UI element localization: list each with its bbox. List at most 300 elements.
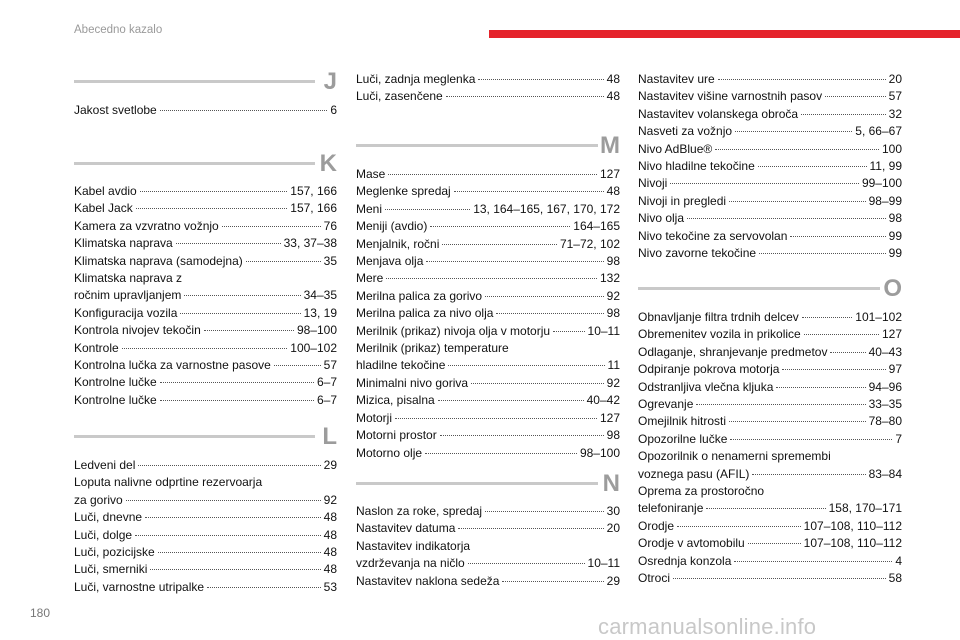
index-entry[interactable] <box>74 392 337 409</box>
index-entry[interactable] <box>356 573 620 590</box>
index-entry-term: Nastavitev datuma <box>356 521 456 536</box>
index-entry-page-ref[interactable]: 34–35 <box>303 288 337 303</box>
index-entry-term: Motorno olje <box>356 445 423 460</box>
index-entry-term: Meglenke spredaj <box>356 184 451 199</box>
index-entry[interactable] <box>638 326 902 343</box>
index-entry-page-ref[interactable]: 40–42 <box>586 393 620 408</box>
dot-leader <box>388 174 597 175</box>
index-entry-term: Luči, pozicijske <box>74 545 155 560</box>
index-entry-term: Oprema za prostoročno <box>638 484 765 499</box>
index-entry-page-ref[interactable]: 29 <box>606 573 620 588</box>
dot-leader <box>158 552 321 553</box>
dot-leader <box>776 387 865 388</box>
index-entry[interactable] <box>356 392 620 409</box>
index-entry-page-ref[interactable]: 97 <box>888 362 902 377</box>
index-entry[interactable] <box>74 287 337 304</box>
index-entry-page-ref[interactable]: 20 <box>888 72 902 86</box>
index-entry-page-ref[interactable]: 4 <box>895 553 902 568</box>
index-entry[interactable] <box>74 561 337 578</box>
index-entry-page-ref[interactable]: 13, 164–165, 167, 170, 172 <box>473 201 620 216</box>
index-entry-term: Kabel Jack <box>74 201 133 216</box>
index-entry[interactable] <box>74 183 337 200</box>
index-entry-page-ref[interactable]: 157, 166 <box>290 184 337 198</box>
index-entry-term: vzdrževanja na ničlo <box>356 556 465 571</box>
index-entry-term: Luči, varnostne utripalke <box>74 579 205 594</box>
index-entry-page-ref[interactable]: 6–7 <box>316 375 337 390</box>
dot-leader <box>485 511 604 512</box>
index-entry-page-ref[interactable]: 98–100 <box>296 323 337 338</box>
dot-leader <box>718 79 886 80</box>
index-entry-page-ref[interactable]: 98 <box>606 254 620 269</box>
index-entry-page-ref[interactable]: 20 <box>606 521 620 536</box>
dot-leader <box>696 404 865 405</box>
index-entry[interactable] <box>74 544 337 561</box>
index-entry[interactable] <box>638 245 902 262</box>
index-entry-term: Kontrolne lučke <box>74 375 157 390</box>
dot-leader <box>274 365 321 366</box>
index-entry-term: voznega pasu (AFIL) <box>638 466 750 481</box>
index-entry[interactable] <box>74 218 337 235</box>
index-entry-page-ref[interactable]: 48 <box>606 72 620 86</box>
section-divider <box>74 435 315 438</box>
dot-leader <box>468 563 585 564</box>
index-entry[interactable] <box>356 555 620 572</box>
index-entry[interactable] <box>356 427 620 444</box>
index-entry[interactable] <box>356 375 620 392</box>
dot-leader <box>830 352 865 353</box>
index-entry-page-ref[interactable]: 40–43 <box>868 344 902 359</box>
dot-leader <box>485 296 604 297</box>
dot-leader <box>180 313 300 314</box>
index-entry-term: Kabel avdio <box>74 184 137 198</box>
index-entry-page-ref[interactable]: 164–165 <box>573 219 620 234</box>
dot-leader <box>677 526 801 527</box>
index-entry-page-ref[interactable]: 48 <box>606 89 620 104</box>
index-entry[interactable] <box>638 518 902 535</box>
dot-leader <box>734 561 892 562</box>
dot-leader <box>204 330 294 331</box>
dot-leader <box>790 236 885 237</box>
watermark: carmanualsonline.info <box>598 614 817 639</box>
index-entry-list <box>356 71 620 106</box>
index-entry[interactable] <box>356 183 620 200</box>
index-entry[interactable] <box>638 396 902 413</box>
dot-leader <box>802 317 853 318</box>
index-entry-page-ref[interactable]: 100–102 <box>290 340 337 355</box>
index-entry-term: Obremenitev vozila in prikolice <box>638 327 801 342</box>
index-entry-term: Kamera za vzvratno vožnjo <box>74 218 219 233</box>
index-entry-term: Nivo hladilne tekočine <box>638 159 755 174</box>
index-entry-term: Luči, dnevne <box>74 510 143 525</box>
dot-leader <box>735 131 852 132</box>
index-entry-term: Opozorilnik o nenamerni spremembi <box>638 449 831 464</box>
dot-leader <box>758 166 867 167</box>
index-entry-term: Merilna palica za gorivo <box>356 288 483 303</box>
index-entry-page-ref[interactable]: 94–96 <box>868 379 902 394</box>
dot-leader <box>207 587 321 588</box>
index-entry-term: Merilnik (prikaz) nivoja olja v motorju <box>356 323 551 338</box>
section-divider <box>356 144 598 147</box>
index-entry-term: Nivoji <box>638 176 668 191</box>
index-entry[interactable] <box>638 361 902 378</box>
index-entry-page-ref[interactable]: 71–72, 102 <box>559 236 620 251</box>
index-entry[interactable] <box>356 218 620 235</box>
index-entry-list <box>638 71 902 262</box>
index-entry[interactable] <box>356 520 620 537</box>
section-divider <box>356 482 598 485</box>
index-entry-page-ref[interactable]: 48 <box>323 562 337 577</box>
index-entry-page-ref[interactable]: 92 <box>606 288 620 303</box>
index-entry-page-ref[interactable]: 132 <box>599 271 620 286</box>
dot-leader <box>160 382 314 383</box>
index-entry-page-ref[interactable]: 33, 37–38 <box>283 236 337 251</box>
dot-leader <box>386 278 597 279</box>
dot-leader <box>160 400 314 401</box>
index-entry[interactable] <box>356 503 620 520</box>
index-entry-page-ref[interactable]: 78–80 <box>868 414 902 429</box>
dot-leader <box>715 149 879 150</box>
dot-leader <box>426 261 603 262</box>
index-entry[interactable] <box>638 448 902 465</box>
index-entry-page-ref[interactable]: 98–100 <box>579 445 620 460</box>
index-entry-term: Obnavljanje filtra trdnih delcev <box>638 310 799 324</box>
index-entry-page-ref[interactable]: 98 <box>606 428 620 443</box>
index-entry-term: telefoniranje <box>638 501 704 516</box>
index-entry[interactable] <box>74 102 337 119</box>
dot-leader <box>801 114 886 115</box>
index-entry-term: Nivo olja <box>638 211 685 226</box>
index-entry-page-ref[interactable]: 100 <box>881 141 902 156</box>
index-entry-term: Klimatska naprava <box>74 236 173 251</box>
index-entry[interactable] <box>638 175 902 192</box>
index-entry-page-ref[interactable]: 57 <box>888 89 902 104</box>
index-entry-term: Kontrole <box>74 340 119 355</box>
index-entry-page-ref[interactable]: 10–11 <box>587 323 620 338</box>
section-letter: N <box>602 470 620 497</box>
dot-leader <box>673 578 886 579</box>
index-entry-term: Menjalnik, ročni <box>356 236 440 251</box>
index-entry-page-ref[interactable]: 99 <box>888 246 902 261</box>
index-entry[interactable] <box>638 379 902 396</box>
index-entry-term: Nivo tekočine za servovolan <box>638 228 788 243</box>
section-divider <box>638 287 880 290</box>
section-divider <box>74 80 315 83</box>
index-entry[interactable] <box>74 200 337 217</box>
dot-leader <box>135 535 321 536</box>
index-entry-term: Orodje <box>638 518 675 533</box>
dot-leader <box>440 435 604 436</box>
dot-leader <box>804 334 879 335</box>
index-entry-term: Loputa nalivne odprtine rezervoarja <box>74 475 263 490</box>
index-entry-page-ref[interactable]: 7 <box>895 431 902 446</box>
index-entry-term: Odlaganje, shranjevanje predmetov <box>638 344 828 359</box>
index-entry-term: Mizica, pisalna <box>356 393 435 408</box>
index-entry-page-ref[interactable]: 127 <box>881 327 902 342</box>
index-entry-term: Nasveti za vožnjo <box>638 124 733 139</box>
dot-leader <box>748 543 801 544</box>
index-entry[interactable] <box>638 193 902 210</box>
index-entry[interactable] <box>74 457 337 474</box>
index-entry[interactable] <box>356 340 620 357</box>
index-entry-term: Opozorilne lučke <box>638 431 728 446</box>
dot-leader <box>478 79 603 80</box>
index-entry-page-ref[interactable]: 98 <box>606 306 620 321</box>
index-entry-term: Kontrolne lučke <box>74 392 157 407</box>
index-entry[interactable] <box>356 71 620 88</box>
index-entry[interactable] <box>356 445 620 462</box>
index-entry[interactable] <box>638 141 902 158</box>
index-entry[interactable] <box>638 158 902 175</box>
index-entry-term: Nivo zavorne tekočine <box>638 246 757 261</box>
dot-leader <box>782 369 885 370</box>
section-letter: M <box>600 132 620 159</box>
dot-leader <box>184 295 300 296</box>
index-entry-term: Osrednja konzola <box>638 553 732 568</box>
dot-leader <box>446 96 604 97</box>
index-entry-term: Motorji <box>356 410 393 425</box>
index-entry[interactable] <box>356 270 620 287</box>
index-entry[interactable] <box>356 538 620 555</box>
index-entry[interactable] <box>74 322 337 339</box>
dot-leader <box>687 218 886 219</box>
dot-leader <box>126 500 321 501</box>
section-letter: O <box>883 275 902 302</box>
index-entry-page-ref[interactable]: 32 <box>888 106 902 121</box>
index-entry-term: Merilnik (prikaz) temperature <box>356 341 509 356</box>
index-entry-page-ref[interactable]: 92 <box>323 492 337 507</box>
index-entry-term: Kontrola nivojev tekočin <box>74 323 201 338</box>
index-entry-term: Odpiranje pokrova motorja <box>638 362 780 377</box>
dot-leader <box>395 418 597 419</box>
dot-leader <box>425 453 577 454</box>
index-entry-term: Nastavitev višine varnostnih pasov <box>638 89 823 104</box>
index-entry[interactable] <box>356 201 620 218</box>
index-entry-term: Meniji (avdio) <box>356 219 428 234</box>
dot-leader <box>729 201 866 202</box>
dot-leader <box>246 261 321 262</box>
index-entry[interactable] <box>74 374 337 391</box>
dot-leader <box>670 183 859 184</box>
dot-leader <box>430 226 570 227</box>
index-entry[interactable] <box>74 357 337 374</box>
header-title: Abecedno kazalo <box>74 24 163 36</box>
index-entry[interactable] <box>74 474 337 491</box>
index-entry[interactable] <box>74 270 337 287</box>
index-entry-page-ref[interactable]: 99–100 <box>861 176 902 191</box>
index-entry-list <box>74 457 337 596</box>
index-entry[interactable] <box>356 305 620 322</box>
index-entry-term: Klimatska naprava z <box>74 271 183 286</box>
dot-leader <box>496 313 603 314</box>
index-entry-term: Menjava olja <box>356 254 424 269</box>
index-entry-term: Minimalni nivo goriva <box>356 375 469 390</box>
header-accent-bar <box>489 30 960 38</box>
index-entry[interactable] <box>638 309 902 326</box>
dot-leader <box>176 243 281 244</box>
dot-leader <box>138 465 320 466</box>
index-entry-list <box>638 309 902 588</box>
index-entry-page-ref[interactable]: 101–102 <box>855 310 902 324</box>
dot-leader <box>825 96 886 97</box>
dot-leader <box>160 110 328 111</box>
index-entry[interactable] <box>638 228 902 245</box>
index-entry[interactable] <box>356 166 620 183</box>
index-entry-term: Konfiguracija vozila <box>74 305 178 320</box>
index-entry[interactable] <box>638 88 902 105</box>
index-entry[interactable] <box>638 210 902 227</box>
index-entry-term: Luči, zadnja meglenka <box>356 72 476 86</box>
index-entry-list <box>74 183 337 409</box>
index-entry-term: Mere <box>356 271 384 286</box>
dot-leader <box>438 400 584 401</box>
index-entry[interactable] <box>638 570 902 587</box>
index-entry-list <box>356 166 620 462</box>
index-entry[interactable] <box>74 509 337 526</box>
index-entry[interactable] <box>356 88 620 105</box>
index-entry-term: Kontrolna lučka za varnostne pasove <box>74 358 271 373</box>
index-entry[interactable] <box>638 71 902 88</box>
index-entry[interactable] <box>356 236 620 253</box>
index-entry-term: Nastavitev ure <box>638 72 715 86</box>
index-entry-page-ref[interactable]: 29 <box>323 458 337 472</box>
index-entry[interactable] <box>356 410 620 427</box>
section-letter: J <box>323 68 337 95</box>
dot-leader <box>145 517 321 518</box>
dot-leader <box>140 191 288 192</box>
index-entry[interactable] <box>356 357 620 374</box>
index-entry-page-ref[interactable]: 10–11 <box>587 556 620 571</box>
index-entry-term: Ogrevanje <box>638 397 694 412</box>
index-entry-page-ref[interactable]: 6 <box>330 103 337 117</box>
index-entry[interactable] <box>74 492 337 509</box>
index-entry-term: Nastavitev indikatorja <box>356 538 471 553</box>
index-entry[interactable] <box>356 288 620 305</box>
index-entry-page-ref[interactable]: 76 <box>323 218 337 233</box>
index-entry-term: Luči, smerniki <box>74 562 148 577</box>
index-entry-page-ref[interactable]: 48 <box>606 184 620 199</box>
index-entry-term: Ledveni del <box>74 458 136 472</box>
index-entry-term: Motorni prostor <box>356 428 437 443</box>
index-entry-term: Naslon za roke, spredaj <box>356 504 483 518</box>
index-entry[interactable] <box>638 535 902 552</box>
index-entry[interactable] <box>638 123 902 140</box>
index-entry-term: Nastavitev naklona sedeža <box>356 573 500 588</box>
index-entry[interactable] <box>356 253 620 270</box>
index-entry[interactable] <box>74 253 337 270</box>
index-entry[interactable] <box>638 344 902 361</box>
index-entry-page-ref[interactable]: 99 <box>888 228 902 243</box>
section-letter: L <box>322 423 337 450</box>
index-entry-page-ref[interactable]: 33–35 <box>868 397 902 412</box>
index-entry-term: za gorivo <box>74 492 123 507</box>
dot-leader <box>471 383 604 384</box>
dot-leader <box>730 439 892 440</box>
index-entry-list <box>356 503 620 590</box>
index-entry-page-ref[interactable]: 98 <box>888 211 902 226</box>
index-entry-term: Nivo AdBlue® <box>638 141 713 156</box>
dot-leader <box>222 226 321 227</box>
index-entry-page-ref[interactable]: 35 <box>323 253 337 268</box>
index-entry-page-ref[interactable]: 107–108, 110–112 <box>803 518 902 533</box>
index-entry-page-ref[interactable]: 57 <box>323 358 337 373</box>
index-entry-list <box>74 102 337 119</box>
index-entry-term: Mase <box>356 167 386 181</box>
section-divider <box>74 162 315 165</box>
index-entry-page-ref[interactable]: 98–99 <box>868 193 902 208</box>
index-entry-page-ref[interactable]: 11 <box>607 358 620 373</box>
index-entry[interactable] <box>638 553 902 570</box>
index-entry[interactable] <box>638 466 902 483</box>
index-entry-term: Jakost svetlobe <box>74 103 157 117</box>
dot-leader <box>458 528 603 529</box>
index-entry[interactable] <box>74 527 337 544</box>
dot-leader <box>706 508 825 509</box>
index-entry-term: Merilna palica za nivo olja <box>356 306 494 321</box>
index-entry-term: Nastavitev volanskega obroča <box>638 106 799 121</box>
index-entry-page-ref[interactable]: 158, 170–171 <box>828 501 902 516</box>
index-entry-page-ref[interactable]: 83–84 <box>868 466 902 481</box>
index-entry-page-ref[interactable]: 13, 19 <box>303 305 337 320</box>
index-entry-page-ref[interactable]: 6–7 <box>316 392 337 407</box>
index-entry[interactable] <box>638 413 902 430</box>
index-entry-page-ref[interactable]: 11, 99 <box>869 159 902 174</box>
index-entry-term: Orodje v avtomobilu <box>638 536 745 551</box>
index-entry-page-ref[interactable]: 48 <box>323 527 337 542</box>
index-entry[interactable] <box>638 483 902 500</box>
dot-leader <box>448 365 604 366</box>
index-entry-page-ref[interactable]: 157, 166 <box>290 201 337 216</box>
index-entry-term: Otroci <box>638 571 671 586</box>
dot-leader <box>752 474 865 475</box>
index-entry-term: Odstranljiva vlečna kljuka <box>638 379 774 394</box>
dot-leader <box>553 331 584 332</box>
index-entry-term: Omejilnik hitrosti <box>638 414 727 429</box>
index-entry-page-ref[interactable]: 58 <box>888 571 902 586</box>
index-entry[interactable] <box>74 579 337 596</box>
index-entry-page-ref[interactable]: 127 <box>599 410 620 425</box>
section-letter: K <box>319 150 337 177</box>
index-entry-term: hladilne tekočine <box>356 358 446 373</box>
index-entry-term: Luči, dolge <box>74 527 133 542</box>
index-entry-page-ref[interactable]: 48 <box>323 510 337 525</box>
index-entry[interactable] <box>74 340 337 357</box>
index-entry[interactable] <box>638 106 902 123</box>
dot-leader <box>502 581 603 582</box>
index-entry-term: ročnim upravljanjem <box>74 288 182 303</box>
index-entry-page-ref[interactable]: 127 <box>599 167 620 181</box>
dot-leader <box>136 208 288 209</box>
index-entry-page-ref[interactable]: 92 <box>606 375 620 390</box>
index-entry[interactable] <box>638 431 902 448</box>
page-number: 180 <box>30 606 51 620</box>
index-entry-term: Klimatska naprava (samodejna) <box>74 253 243 268</box>
index-entry[interactable] <box>638 500 902 517</box>
index-entry-page-ref[interactable]: 5, 66–67 <box>855 124 902 139</box>
index-entry-page-ref[interactable]: 53 <box>323 579 337 594</box>
index-entry-term: Nivoji in pregledi <box>638 193 727 208</box>
dot-leader <box>150 569 320 570</box>
index-entry-page-ref[interactable]: 48 <box>323 545 337 560</box>
dot-leader <box>122 348 288 349</box>
index-entry[interactable] <box>74 235 337 252</box>
index-entry-page-ref[interactable]: 30 <box>606 504 620 518</box>
index-entry[interactable] <box>356 323 620 340</box>
index-entry[interactable] <box>74 305 337 322</box>
dot-leader <box>385 209 470 210</box>
index-entry-page-ref[interactable]: 107–108, 110–112 <box>803 536 902 551</box>
dot-leader <box>759 253 886 254</box>
index-entry-term: Luči, zasenčene <box>356 89 443 104</box>
